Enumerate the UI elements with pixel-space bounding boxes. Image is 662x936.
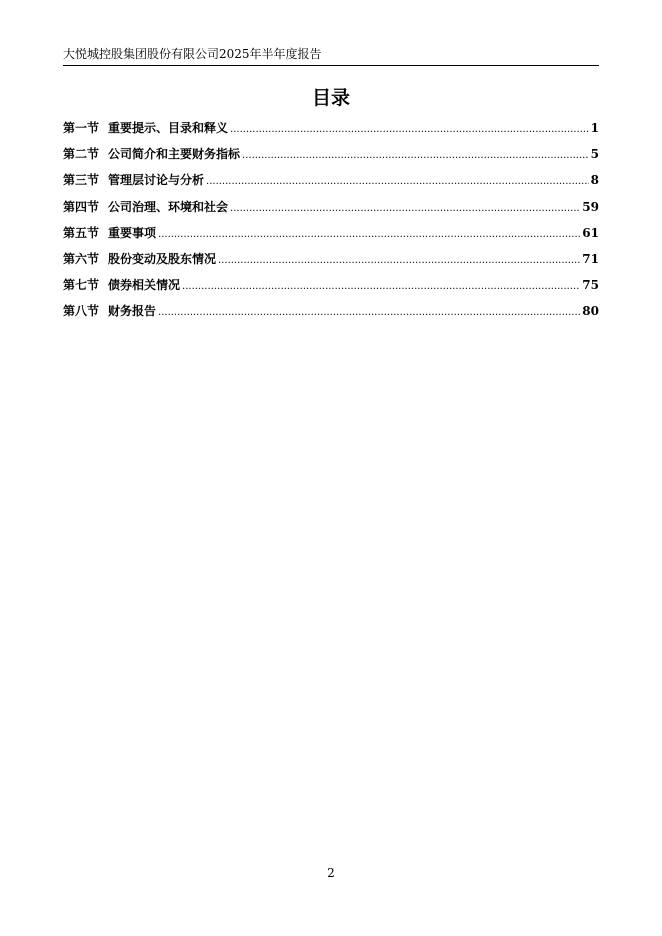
toc-entry[interactable] (63, 145, 599, 171)
toc-dot-leader (242, 147, 589, 165)
toc-page-number: 71 (582, 251, 599, 266)
toc-dot-leader (218, 252, 580, 270)
toc-section-number: 第三节 (63, 173, 100, 188)
toc-section-number: 第一节 (63, 121, 100, 135)
toc-dot-leader (182, 278, 580, 296)
toc-section-title: 重要事项 (108, 225, 157, 240)
table-of-contents (63, 119, 599, 329)
toc-entry[interactable] (63, 198, 599, 224)
report-header-title: 大悦城控股集团股份有限公司2025年半年度报告 (63, 47, 322, 61)
toc-dot-leader (158, 304, 580, 322)
toc-page-number: 75 (582, 278, 599, 293)
toc-section-number: 第七节 (63, 278, 100, 293)
toc-dot-leader (230, 121, 589, 139)
toc-section-title: 财务报告 (108, 304, 157, 319)
page-header (63, 47, 599, 66)
toc-entry[interactable] (63, 250, 599, 276)
toc-title: 目录 (311, 87, 350, 109)
toc-dot-leader (206, 173, 589, 191)
toc-section-title: 股份变动及股东情况 (108, 251, 217, 266)
toc-page-number: 61 (582, 225, 599, 240)
page-number: 2 (327, 866, 335, 880)
toc-dot-leader (230, 200, 580, 218)
toc-entry[interactable] (63, 276, 599, 302)
toc-section-number: 第六节 (63, 251, 100, 266)
toc-page-number: 1 (590, 121, 599, 135)
toc-entry[interactable] (63, 224, 599, 250)
toc-section-title: 债券相关情况 (108, 278, 181, 293)
toc-section-number: 第二节 (63, 147, 100, 162)
toc-page-number: 59 (582, 199, 599, 214)
toc-dot-leader (158, 226, 580, 244)
toc-entry[interactable] (63, 171, 599, 197)
toc-page-number: 8 (590, 173, 599, 188)
toc-section-title: 公司治理、环境和社会 (108, 199, 229, 214)
toc-section-number: 第五节 (63, 225, 100, 240)
toc-entry[interactable] (63, 302, 599, 328)
toc-page-number: 5 (590, 147, 599, 162)
toc-page-number: 80 (582, 304, 599, 319)
toc-entry[interactable] (63, 119, 599, 145)
toc-section-title: 管理层讨论与分析 (108, 173, 205, 188)
toc-section-number: 第八节 (63, 304, 100, 319)
toc-section-title: 公司简介和主要财务指标 (108, 147, 241, 162)
toc-section-number: 第四节 (63, 199, 100, 214)
toc-section-title: 重要提示、目录和释义 (108, 121, 229, 135)
